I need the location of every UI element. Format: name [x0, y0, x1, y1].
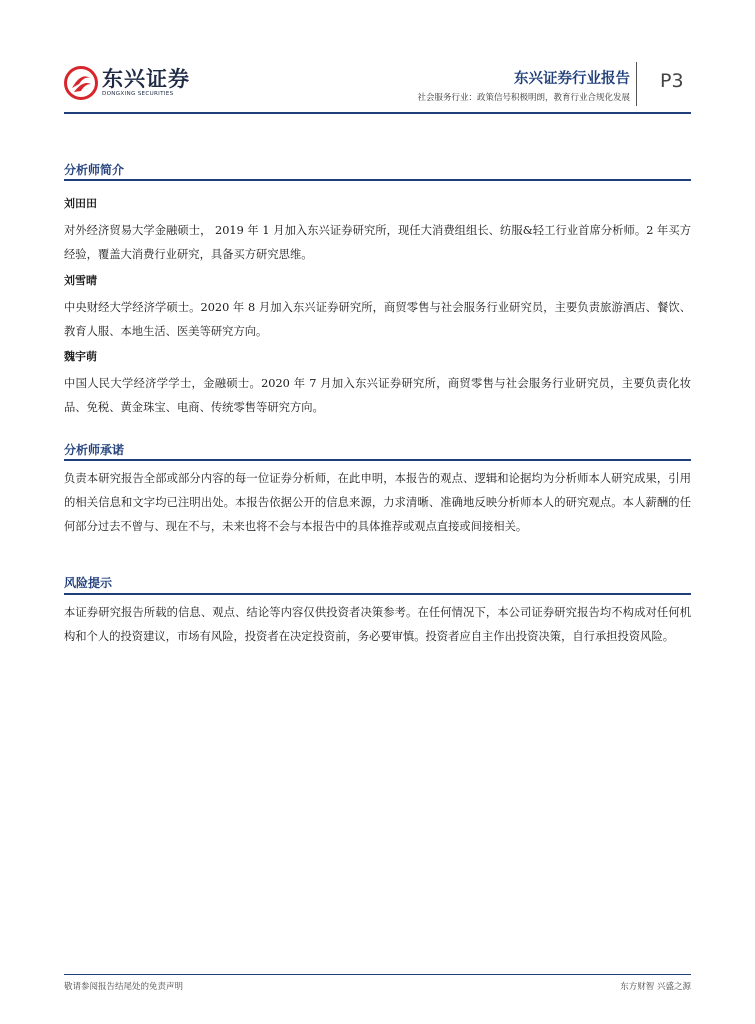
company-logo	[64, 66, 190, 100]
footer-slogan: 东方财智 兴盛之源	[620, 982, 691, 992]
analyst-bio: 中国人民大学经济学学士，金融硕士。2020 年 7 月加入东兴证券研究所，商贸零售与社会服务行业研究员，主要负责化妆品、免税、黄金珠宝、电商、传统零售等研究方向。	[64, 377, 691, 414]
logo-chinese-name: 东兴证券	[102, 67, 190, 91]
header-rule	[64, 112, 691, 114]
analyst-intro-title: 分析师简介	[64, 163, 125, 177]
risk-warning-text: 本证券研究报告所载的信息、观点、结论等内容仅供投资者决策参考。在任何情况下，本公司证券研究报告均不构成对任何机构和个人的投资建议，市场有风险，投资者在决定投资前，务必要审慎。投资者应自主作出投资决策，自行承担投资风险。	[64, 606, 691, 643]
footer-rule	[64, 974, 691, 975]
analyst-commitment-text: 负责本研究报告全部或部分内容的每一位证券分析师，在此申明，本报告的观点、逻辑和论据均为分析师本人研究成果，引用的相关信息和文字均已注明出处。本报告依据公开的信息来源，力求清晰、准确地反映分析师本人的研究观点。本人薪酬的任何部分过去不曾与、现在不与，未来也将不会与本报告中的具体推荐或观点直接或间接相关。	[64, 472, 691, 533]
analyst-intro-rule	[64, 179, 691, 181]
analyst-bio: 对外经济贸易大学金融硕士， 2019 年 1 月加入东兴证券研究所，现任大消费组组长、纺服&轻工行业首席分析师。2 年买方经验，覆盖大消费行业研究，具备买方研究思维。	[64, 224, 691, 261]
analyst-commitment-title: 分析师承诺	[64, 443, 125, 457]
analyst-name: 魏宇萌	[64, 350, 97, 363]
report-subtitle: 社会服务行业：政策信号积极明朗，教育行业合规化发展	[417, 93, 630, 103]
header-divider	[636, 62, 637, 106]
risk-warning-rule	[64, 593, 691, 595]
report-title: 东兴证券行业报告	[514, 71, 630, 87]
page-header	[0, 0, 755, 118]
analyst-commitment-rule	[64, 459, 691, 461]
footer-disclaimer-note: 敬请参阅报告结尾处的免责声明	[64, 982, 184, 992]
analyst-name: 刘雪晴	[64, 274, 97, 287]
analyst-name: 刘田田	[64, 197, 97, 210]
dongxing-logo-icon	[64, 66, 98, 100]
page-number: P3	[660, 70, 684, 92]
risk-warning-title: 风险提示	[64, 576, 113, 590]
logo-english-name: DONGXING SECURITIES	[102, 91, 174, 97]
analyst-bio: 中央财经大学经济学硕士。2020 年 8 月加入东兴证券研究所，商贸零售与社会服务行业研究员，主要负责旅游酒店、餐饮、教育人服、本地生活、医美等研究方向。	[64, 301, 691, 338]
